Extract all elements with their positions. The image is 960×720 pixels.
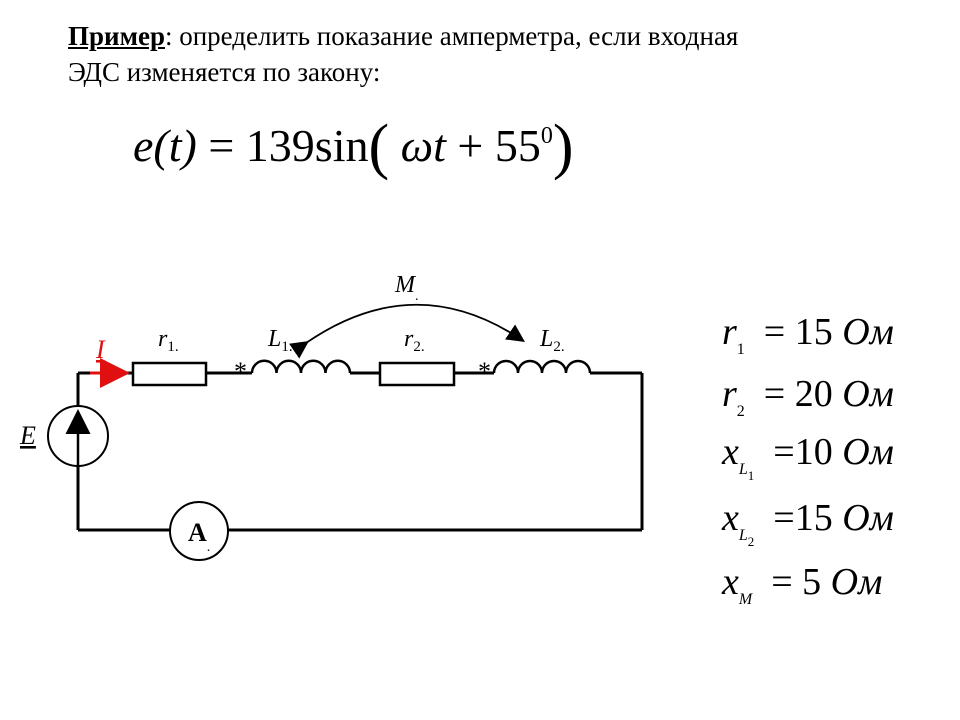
l2-label-sub: 2.	[553, 339, 565, 355]
l1-label	[267, 326, 293, 355]
formula-omega-t: ωt	[400, 120, 446, 171]
param-subscript	[738, 527, 755, 549]
param-symbol: x	[722, 497, 739, 539]
param-subscript	[739, 591, 752, 608]
l2-dot-marker: *	[478, 357, 491, 386]
r1-label-sub: 1.	[167, 339, 179, 355]
param-xl1	[722, 430, 894, 484]
param-subscript-main: L	[738, 461, 748, 478]
current-label: I	[96, 335, 105, 364]
problem-text: : определить показание амперметра, если входная ЭДС изменяется по закону:	[68, 21, 739, 87]
r2-label	[404, 326, 425, 355]
param-symbol: x	[722, 431, 739, 473]
formula-open-paren: (	[368, 113, 390, 181]
mutual-label-main: M	[395, 272, 415, 298]
param-unit: Ом	[842, 311, 894, 353]
param-value: 10	[794, 431, 833, 473]
param-subscript	[738, 461, 755, 483]
param-equals: =	[754, 373, 795, 415]
formula-plus: +	[457, 120, 484, 171]
param-unit: Ом	[830, 561, 883, 603]
param-subscript-main: L	[738, 527, 748, 544]
formula-phase: 55	[494, 120, 541, 171]
resistor-r2	[380, 363, 454, 385]
l2-label-main: L	[540, 326, 554, 352]
ammeter-label-sub: .	[206, 540, 211, 555]
param-value: 15	[794, 311, 833, 353]
param-subscript-main: M	[738, 591, 753, 608]
param-xm	[722, 560, 882, 609]
param-r2	[722, 372, 894, 421]
param-subscript: 2	[736, 403, 745, 420]
param-value: 15	[794, 497, 833, 539]
mutual-label-sub: .	[415, 289, 419, 304]
formula-lhs: e(t)	[133, 120, 197, 171]
mutual-label	[394, 272, 419, 304]
param-unit: Ом	[842, 431, 894, 473]
param-value: 20	[794, 373, 833, 415]
param-subscript-index: 2	[747, 534, 755, 549]
l1-label-sub: 1.	[281, 339, 293, 355]
param-symbol: r	[722, 373, 737, 415]
emf-label: E	[20, 421, 36, 450]
formula-close-paren: )	[552, 113, 574, 181]
param-subscript: 1	[736, 341, 745, 358]
param-equals: =	[763, 497, 795, 539]
inductor-l1	[252, 361, 350, 373]
param-equals: =	[754, 311, 795, 353]
r1-label	[158, 326, 179, 355]
param-value: 5	[802, 561, 822, 603]
r1-label-main: r	[158, 326, 168, 352]
l1-label-main: L	[268, 326, 282, 352]
param-equals: =	[761, 561, 803, 603]
r2-label-sub: 2.	[413, 339, 425, 355]
mutual-inductance-arc	[306, 305, 522, 343]
r2-label-main: r	[404, 326, 414, 352]
formula-degree: 0	[540, 123, 553, 149]
param-symbol: r	[722, 311, 737, 353]
param-unit: Ом	[842, 373, 894, 415]
l1-dot-marker: *	[234, 357, 247, 386]
formula-sin: sin	[314, 120, 369, 171]
formula-equals: =	[208, 120, 235, 171]
param-subscript-index: 1	[747, 468, 755, 483]
example-label: Пример	[68, 21, 165, 51]
param-r1	[722, 310, 894, 359]
param-xl2	[722, 496, 894, 550]
param-equals: =	[763, 431, 795, 473]
param-symbol: x	[722, 561, 739, 603]
l2-label	[539, 326, 565, 355]
ammeter-label-main: A	[188, 518, 207, 547]
formula-amplitude: 139	[245, 120, 315, 171]
resistor-r1	[133, 363, 206, 385]
inductor-l2	[494, 361, 590, 373]
param-unit: Ом	[842, 497, 894, 539]
circuit-wires	[78, 373, 642, 530]
